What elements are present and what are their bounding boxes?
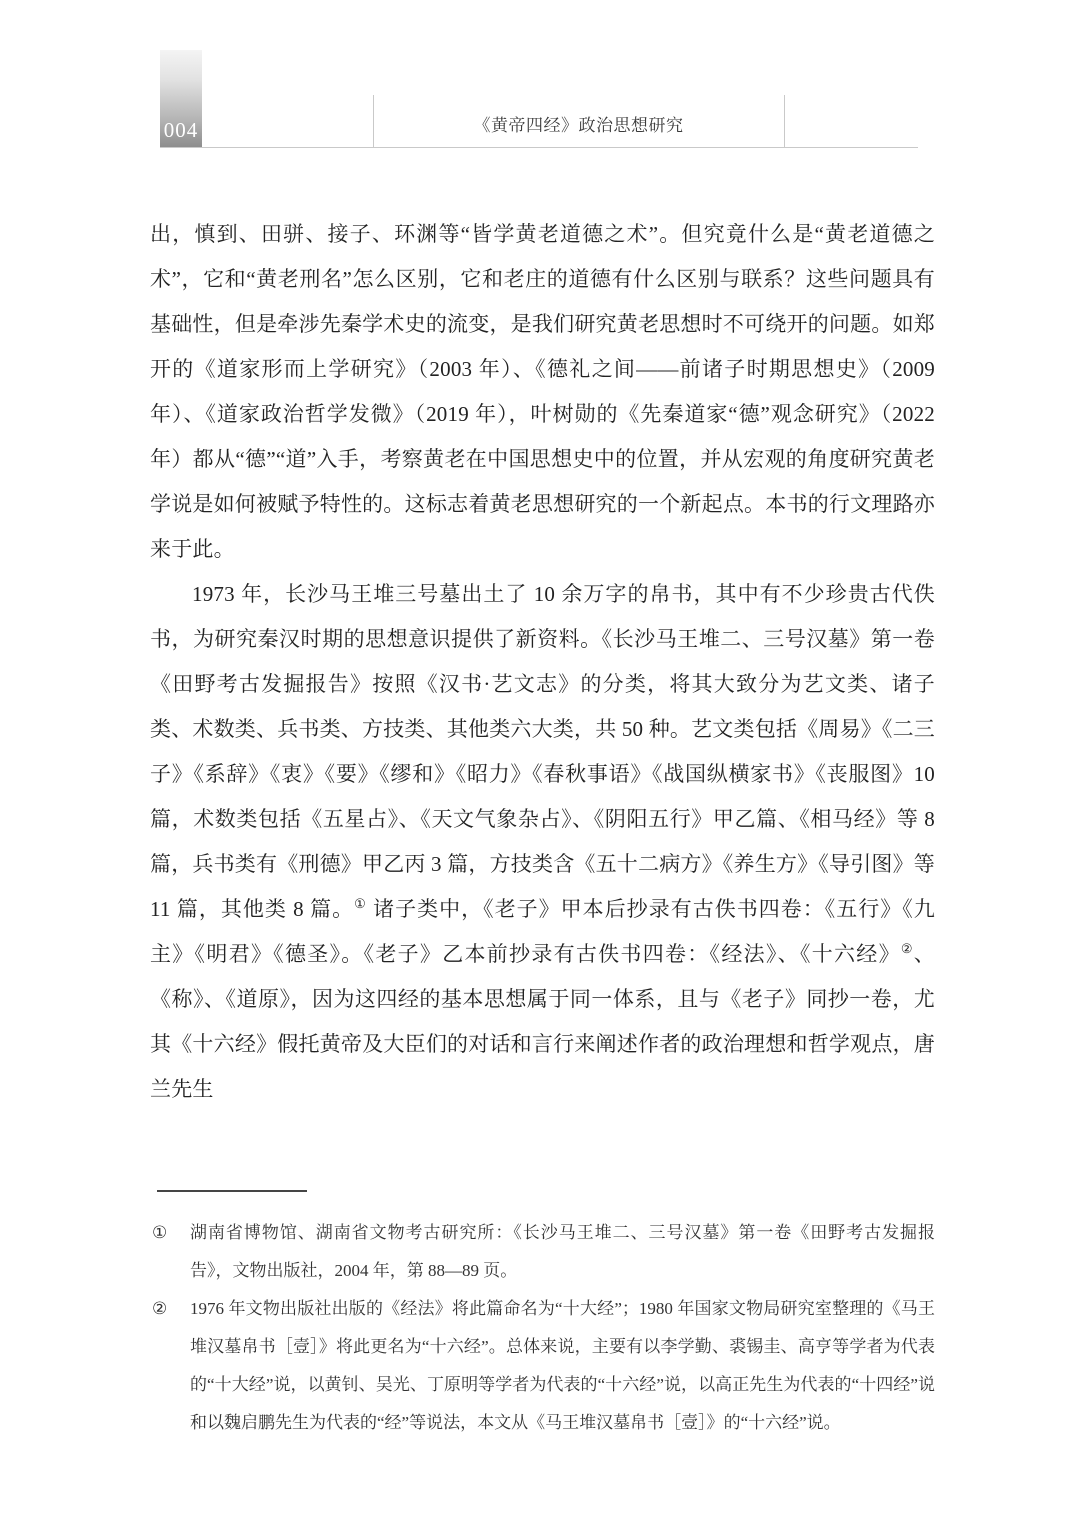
page-number-bar (160, 50, 202, 148)
page-number: 004 (163, 118, 199, 142)
paragraph (150, 212, 935, 572)
running-head-title: 《黄帝四经》政治思想研究 (473, 116, 684, 135)
footnote-ref: ① (354, 896, 367, 911)
text-run: 出，慎到、田骈、接子、环渊等“皆学黄老道德之术”。但究竟什么是“黄老道德之术”，它和“黄老刑名”怎么区别，它和老庄的道德有什么区别与联系？这些问题具有基础性，但是牵涉先秦学术史的流变，是我们研究黄老思想时不可绕开的问题。如郑开的《道家形而上学研究》（2003 年）、《德礼之间——前诸子时期思想史》（2009 年）、《道家政治哲学发微》（2019 年），叶树勋的《先秦道家“德”观念研究》（2022 年）都从“德”“道”入手，考察黄老在中国思想史中的位置，并从宏观的角度研究黄老学说是如何被赋予特性的。这标志着黄老思想研究的一个新起点。本书的行文理路亦来于此。 (150, 222, 935, 561)
footnote-text: 湖南省博物馆、湖南省文物考古研究所：《长沙马王堆二、三号汉墓》第一卷《田野考古发掘报告》，文物出版社，2004 年，第 88—89 页。 (190, 1223, 935, 1280)
footnote-marker: ① (152, 1223, 168, 1242)
body-text (150, 212, 935, 1112)
footnote (150, 1290, 935, 1442)
text-run: 诸子类中，《老子》甲本后抄录有古佚书四卷：《五行》《九主》《明君》《德圣》。《老子》乙本前抄录有古佚书四卷：《经法》、《十六经》 (150, 897, 935, 966)
footnote-marker: ② (152, 1299, 168, 1318)
header-rule (160, 147, 918, 148)
text-run: 1973 年，长沙马王堆三号墓出土了 10 余万字的帛书，其中有不少珍贵古代佚书，为研究秦汉时期的思想意识提供了新资料。《长沙马王堆二、三号汉墓》第一卷《田野考古发掘报告》按照《汉书·艺文志》的分类，将其大致分为艺文类、诸子类、术数类、兵书类、方技类、其他类六大类，共 50 种。艺文类包括《周易》《二三子》《系辞》《衷》《要》《缪和》《昭力》《春秋事语》《战国纵横家书》《丧服图》10 篇，术数类包括《五星占》、《天文气象杂占》、《阴阳五行》甲乙篇、《相马经》等 8 篇，兵书类有《刑德》甲乙丙 3 篇，方技类含《五十二病方》《养生方》《导引图》等 11 篇，其他类 8 篇。 (150, 582, 935, 921)
footnote-ref: ② (900, 941, 914, 956)
footnote-separator (157, 1190, 307, 1192)
footnote (150, 1214, 935, 1290)
footnotes (150, 1214, 935, 1442)
text-run: 、《称》、《道原》，因为这四经的基本思想属于同一体系，且与《老子》同抄一卷，尤其《十六经》假托黄帝及大臣们的对话和言行来阐述作者的政治理想和哲学观点，唐兰先生 (150, 942, 935, 1101)
paragraph (150, 572, 935, 1112)
header-tick-right (784, 95, 785, 147)
footnote-text: 1976 年文物出版社出版的《经法》将此篇命名为“十大经”；1980 年国家文物局研究室整理的《马王堆汉墓帛书［壹］》将此更名为“十六经”。总体来说，主要有以李学勤、裘锡圭、高亨等学者为代表的“十大经”说，以黄钊、吴光、丁原明等学者为代表的“十六经”说，以高正先生为代表的“十四经”说和以魏启鹏先生为代表的“经”等说法，本文从《马王堆汉墓帛书［壹］》的“十六经”说。 (190, 1299, 935, 1432)
